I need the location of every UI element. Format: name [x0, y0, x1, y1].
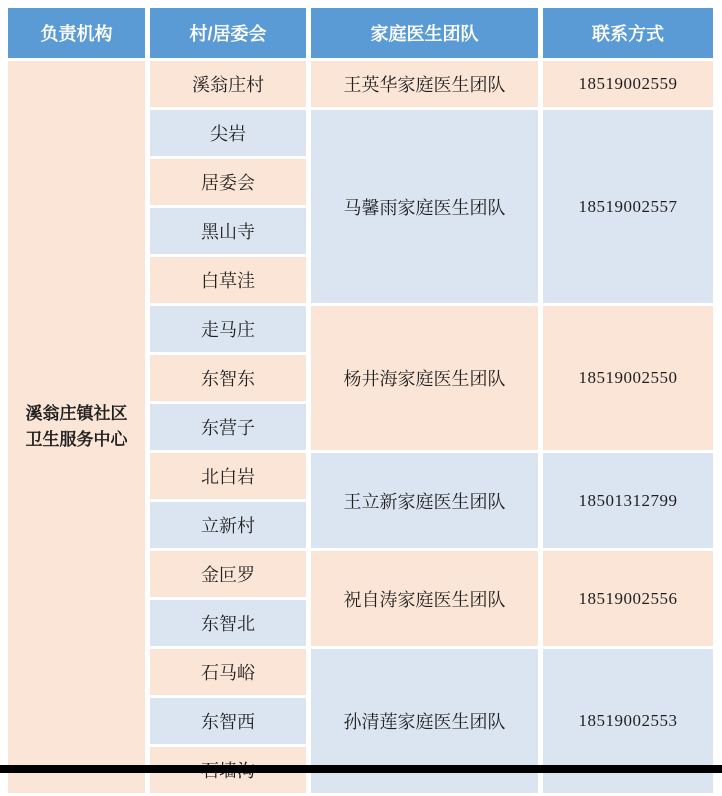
village-cell: 东智东: [150, 355, 306, 401]
table-row: [8, 61, 713, 107]
family-doctor-table-container: [3, 5, 718, 796]
bottom-border-line: [0, 765, 722, 773]
village-cell: 金叵罗: [150, 551, 306, 597]
team-cell: 杨井海家庭医生团队: [311, 306, 538, 450]
phone-cell: 18501312799: [543, 453, 713, 548]
village-cell: 立新村: [150, 502, 306, 548]
village-cell: 居委会: [150, 159, 306, 205]
village-cell: 白草洼: [150, 257, 306, 303]
phone-cell: 18519002559: [543, 61, 713, 107]
phone-cell: 18519002550: [543, 306, 713, 450]
column-header-contact: 联系方式: [543, 8, 713, 58]
family-doctor-table: [3, 5, 718, 796]
header-row: [8, 8, 713, 58]
column-header-village: 村/居委会: [150, 8, 306, 58]
village-cell: 北白岩: [150, 453, 306, 499]
village-cell: 东智北: [150, 600, 306, 646]
column-header-institution: 负责机构: [8, 8, 145, 58]
phone-cell: 18519002556: [543, 551, 713, 646]
village-cell: 黑山寺: [150, 208, 306, 254]
village-cell: 石马峪: [150, 649, 306, 695]
team-cell: 孙清莲家庭医生团队: [311, 649, 538, 793]
column-header-team: 家庭医生团队: [311, 8, 538, 58]
village-cell: 东智西: [150, 698, 306, 744]
institution-cell: [8, 61, 145, 793]
institution-name: 溪翁庄镇社区卫生服务中心: [25, 403, 128, 449]
phone-cell: 18519002557: [543, 110, 713, 303]
village-cell: 溪翁庄村: [150, 61, 306, 107]
team-cell: 王立新家庭医生团队: [311, 453, 538, 548]
team-cell: 王英华家庭医生团队: [311, 61, 538, 107]
village-cell: 东营子: [150, 404, 306, 450]
team-cell: 祝自涛家庭医生团队: [311, 551, 538, 646]
village-cell: 走马庄: [150, 306, 306, 352]
phone-cell: 18519002553: [543, 649, 713, 793]
team-cell: 马馨雨家庭医生团队: [311, 110, 538, 303]
village-cell: 尖岩: [150, 110, 306, 156]
